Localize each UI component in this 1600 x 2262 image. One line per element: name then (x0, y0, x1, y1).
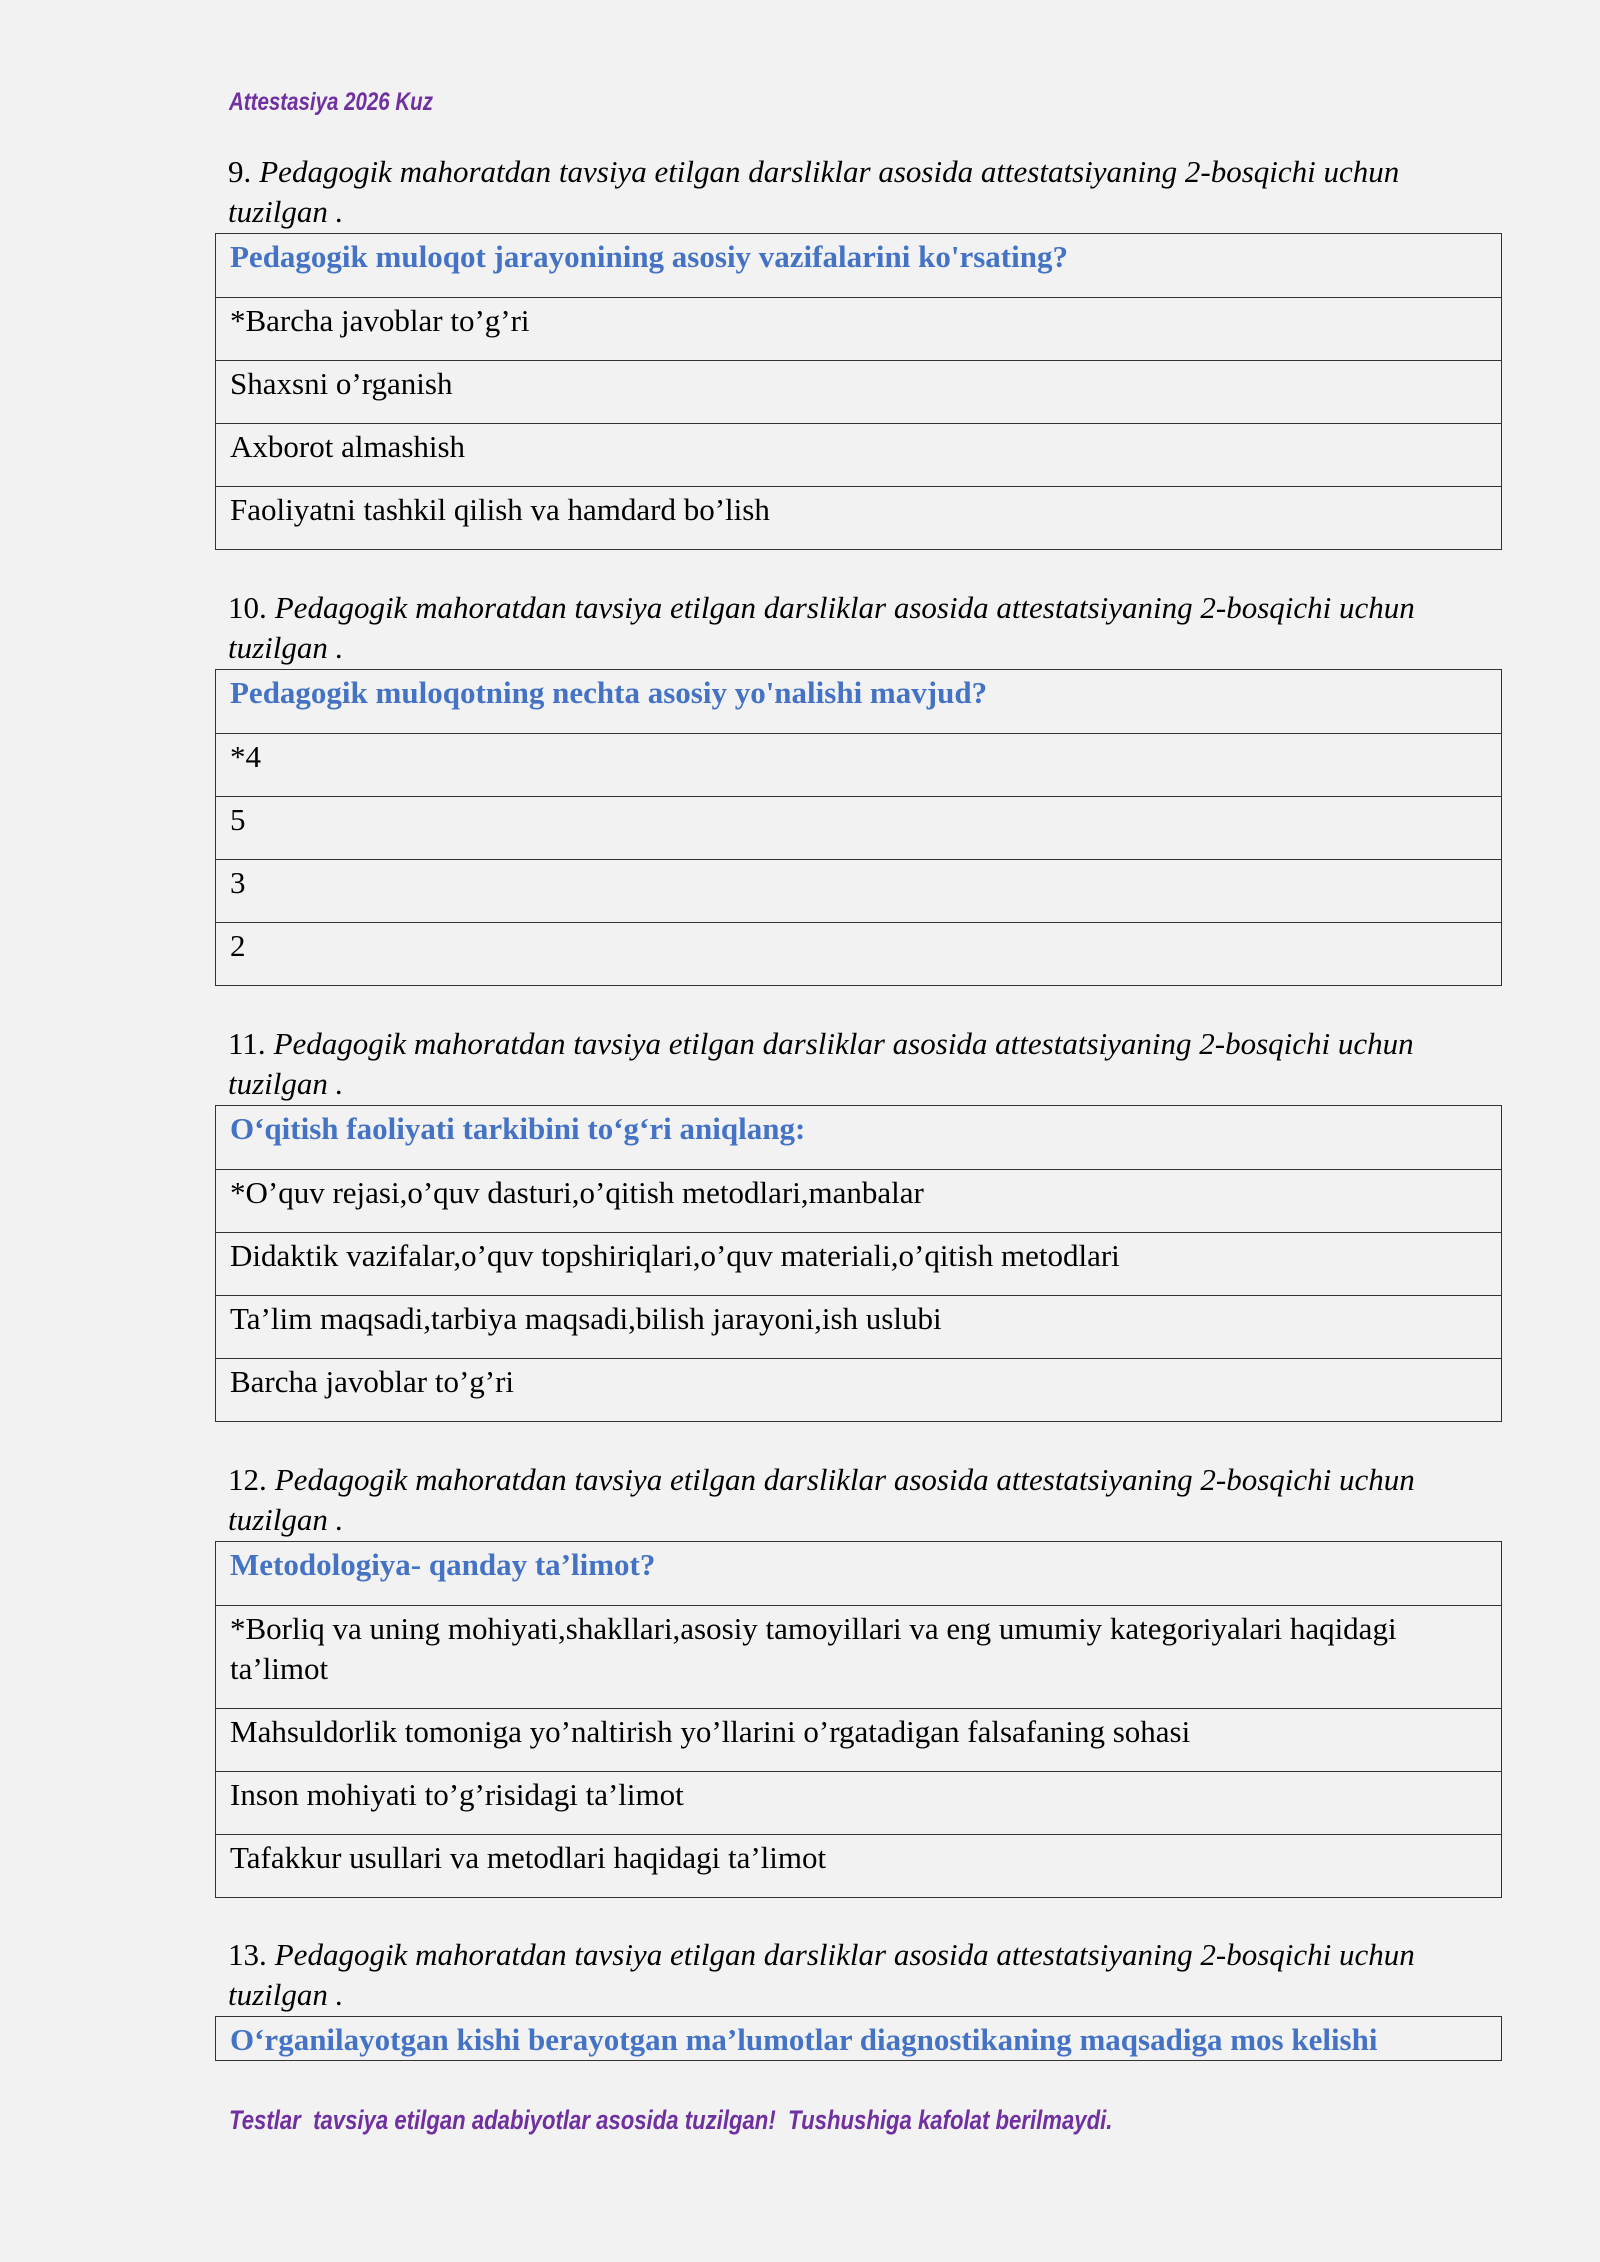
question-title: Pedagogik muloqot jarayonining asosiy vazifalarini ko'rsating? (230, 239, 1068, 274)
question-number: 13. (228, 1937, 267, 1972)
question-11-table (215, 1105, 1502, 1422)
question-title: Metodologiya- qanday ta’limot? (230, 1547, 656, 1582)
question-number: 9. (228, 154, 252, 189)
question-11-source (228, 1024, 1503, 1104)
answer-option: Barcha javoblar to’g’ri (216, 1358, 1501, 1421)
answer-option: Ta’lim maqsadi,tarbiya maqsadi,bilish jarayoni,ish uslubi (216, 1295, 1501, 1358)
answer-option: Faoliyatni tashkil qilish va hamdard bo’lish (216, 486, 1501, 549)
answer-option: *Barcha javoblar to’g’ri (216, 297, 1501, 360)
question-source-text: Pedagogik mahoratdan tavsiya etilgan darsliklar asosida attestatsiyaning 2-bosqichi uchun tuzilgan . (228, 1026, 1414, 1101)
answer-option: Mahsuldorlik tomoniga yo’naltirish yo’llarini o’rgatadigan falsafaning sohasi (216, 1708, 1501, 1771)
question-10-table (215, 669, 1502, 986)
question-source-text: Pedagogik mahoratdan tavsiya etilgan darsliklar asosida attestatsiyaning 2-bosqichi uchun tuzilgan . (228, 1462, 1415, 1537)
question-source-text: Pedagogik mahoratdan tavsiya etilgan darsliklar asosida attestatsiyaning 2-bosqichi uchun tuzilgan . (228, 590, 1415, 665)
question-number: 11. (228, 1026, 266, 1061)
answer-option: *Borliq va uning mohiyati,shakllari,asosiy tamoyillari va eng umumiy kategoriyalari haqidagi ta’limot (216, 1605, 1501, 1708)
question-source-text: Pedagogik mahoratdan tavsiya etilgan darsliklar asosida attestatsiyaning 2-bosqichi uchun tuzilgan . (228, 1937, 1415, 2012)
answer-option: Didaktik vazifalar,o’quv topshiriqlari,o’quv materiali,o’qitish metodlari (216, 1232, 1501, 1295)
answer-option: *4 (216, 733, 1501, 796)
answer-option: 2 (216, 922, 1501, 985)
answer-option: Axborot almashish (216, 423, 1501, 486)
question-title: O‘rganilayotgan kishi berayotgan ma’lumotlar diagnostikaning maqsadiga mos kelishi (230, 2022, 1378, 2057)
answer-option: 5 (216, 796, 1501, 859)
question-source-text: Pedagogik mahoratdan tavsiya etilgan darsliklar asosida attestatsiyaning 2-bosqichi uchun tuzilgan . (228, 154, 1400, 229)
answer-option: *O’quv rejasi,o’quv dasturi,o’qitish metodlari,manbalar (216, 1169, 1501, 1232)
question-9-table (215, 233, 1502, 550)
page-footer: Testlar tavsiya etilgan adabiyotlar asosida tuzilgan! Tushushiga kafolat berilmaydi. (229, 2105, 1113, 2135)
question-13-source (228, 1935, 1503, 2015)
question-12-table (215, 1541, 1502, 1898)
answer-option: 3 (216, 859, 1501, 922)
question-10-source (228, 588, 1503, 668)
answer-option: Inson mohiyati to’g’risidagi ta’limot (216, 1771, 1501, 1834)
question-number: 12. (228, 1462, 267, 1497)
question-13-table (215, 2016, 1502, 2061)
page-header: Attestasiya 2026 Kuz (229, 88, 433, 116)
question-title: Pedagogik muloqotning nechta asosiy yo'nalishi mavjud? (230, 675, 988, 710)
question-number: 10. (228, 590, 267, 625)
answer-option: Shaxsni o’rganish (216, 360, 1501, 423)
question-9-source (228, 152, 1503, 232)
answer-option: Tafakkur usullari va metodlari haqidagi ta’limot (216, 1834, 1501, 1897)
question-title: O‘qitish faoliyati tarkibini to‘g‘ri aniqlang: (230, 1111, 806, 1146)
question-12-source (228, 1460, 1503, 1540)
